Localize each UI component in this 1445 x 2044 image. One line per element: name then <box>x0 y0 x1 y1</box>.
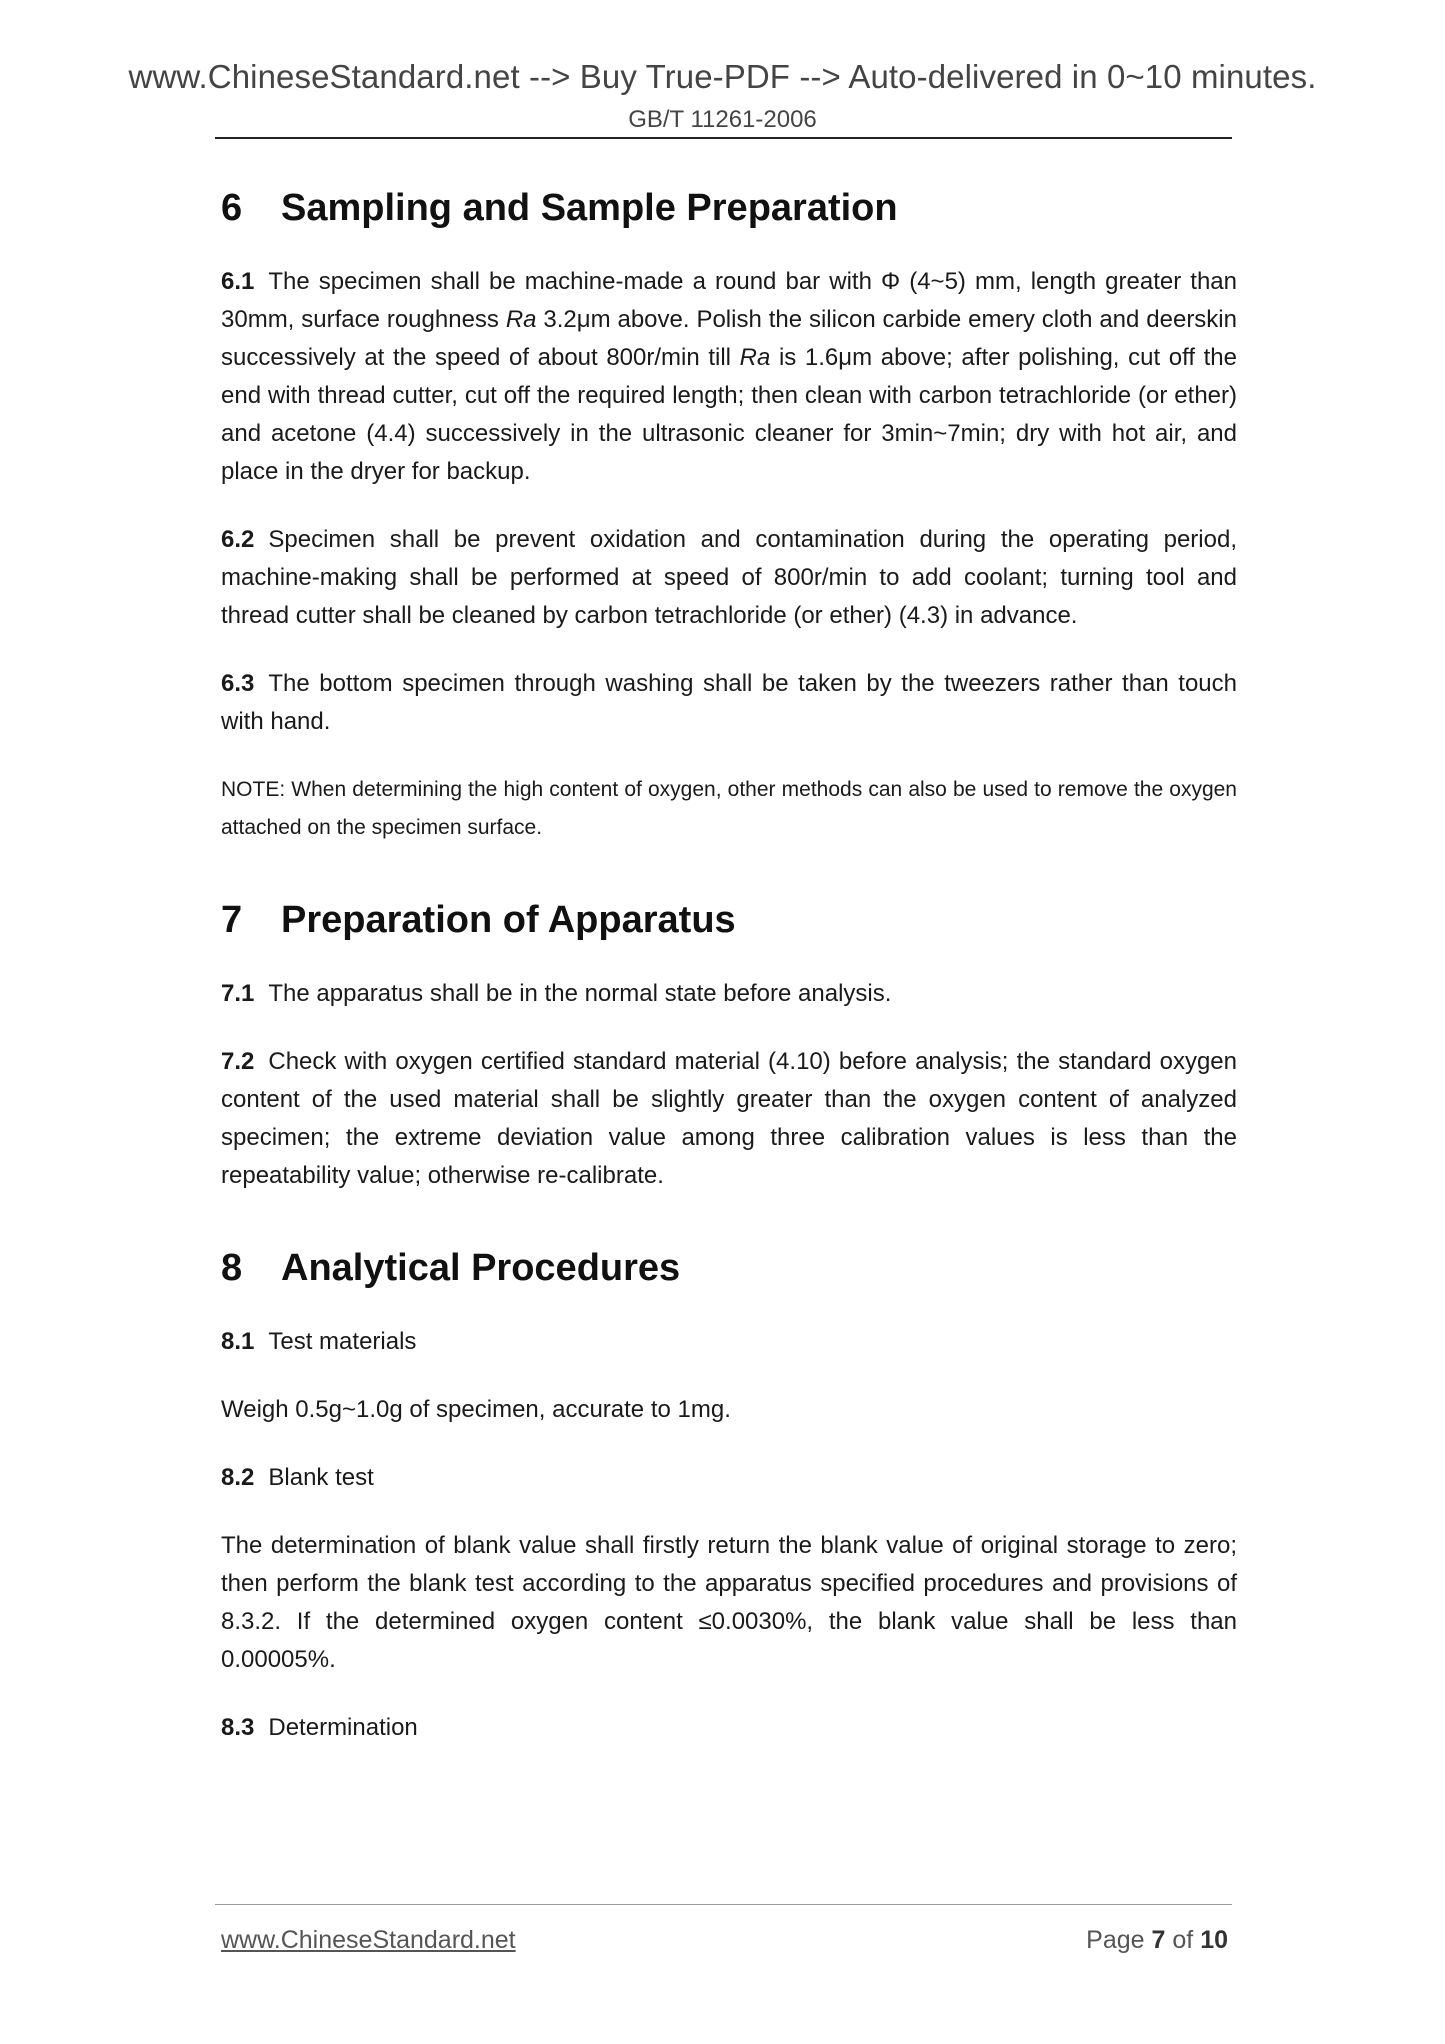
clause-number: 8.3 <box>221 1714 255 1741</box>
clause-text: The bottom specimen through washing shall be taken by the tweezers rather than touch with hand. <box>221 670 1237 735</box>
page-indicator <box>1086 1926 1228 1955</box>
clause-7-1 <box>221 975 1237 1013</box>
clause-number: 8.2 <box>221 1464 255 1491</box>
section-number: 8 <box>221 1247 243 1289</box>
note-paragraph: NOTE: When determining the high content of oxygen, other methods can also be used to remove the oxygen attached on the specimen surface. <box>221 778 1237 839</box>
clause-number: 6.3 <box>221 670 255 697</box>
section-title: Sampling and Sample Preparation <box>281 187 898 229</box>
clause-8-3 <box>221 1709 1237 1747</box>
clause-number: 6.2 <box>221 526 255 553</box>
clause-7-2 <box>221 1043 1237 1195</box>
clause-8-1 <box>221 1323 1237 1361</box>
page-prefix: Page <box>1086 1926 1145 1954</box>
section-heading-7 <box>221 895 1237 945</box>
clause-number: 8.1 <box>221 1328 255 1355</box>
clause-text: Check with oxygen certified standard material (4.10) before analysis; the standard oxygen content of the used material shall be slightly greater than the oxygen content of analyzed specimen; the extreme deviation value among three calibration values is less than the repeatability value; otherwise re-calibrate. <box>221 1048 1237 1189</box>
section-number: 6 <box>221 187 243 229</box>
clause-6-3 <box>221 665 1237 741</box>
standard-code: GB/T 11261-2006 <box>628 106 817 133</box>
clause-number: 7.1 <box>221 980 255 1007</box>
page-current: 7 <box>1151 1926 1166 1954</box>
section-heading-6 <box>221 183 1237 233</box>
section-title: Analytical Procedures <box>281 1247 681 1289</box>
clause-text: Blank test <box>268 1464 374 1491</box>
document-body <box>221 183 1237 1747</box>
clause-number: 6.1 <box>221 268 255 295</box>
page-total: 10 <box>1200 1926 1228 1954</box>
clause-text: 3.2μm above. Polish the silicon carbide emery cloth and deerskin successively at the speed of about 800r/min till <box>221 306 1237 371</box>
section-number: 7 <box>221 899 243 941</box>
clause-8-2 <box>221 1459 1237 1497</box>
roughness-symbol: Ra <box>505 306 537 333</box>
header-divider <box>215 137 1232 139</box>
clause-text: Test materials <box>268 1328 417 1355</box>
clause-text: The apparatus shall be in the normal state before analysis. <box>268 980 892 1007</box>
clause-text: is 1.6μm above; after polishing, cut off the end with thread cutter, cut off the required length; then clean with carbon tetrachloride (or ether) and acetone (4.4) successively in the ultrasonic cleaner for 3min~7min; dry with hot air, and place in the dryer for backup. <box>221 344 1237 485</box>
clause-8-2-body: The determination of blank value shall firstly return the blank value of original storage to zero; then perform the blank test according to the apparatus specified procedures and provisions of 8.3.2. If the determined oxygen content ≤0.0030%, the blank value shall be less than 0.00005%. <box>221 1532 1237 1673</box>
clause-text: Specimen shall be prevent oxidation and contamination during the operating period, machine-making shall be performed at speed of 800r/min to add coolant; turning tool and thread cutter shall be cleaned by carbon tetrachloride (or ether) (4.3) in advance. <box>221 526 1237 629</box>
page-of: of <box>1172 1926 1194 1954</box>
section-heading-8 <box>221 1243 1237 1293</box>
clause-text: Determination <box>268 1714 418 1741</box>
header-banner: www.ChineseStandard.net --> Buy True-PDF --> Auto-delivered in 0~10 minutes. <box>128 58 1317 95</box>
footer-divider <box>215 1904 1232 1905</box>
clause-text: The specimen shall be machine-made a round bar with Φ (4~5) mm, length greater than 30mm, surface roughness <box>221 268 1237 333</box>
footer-website-link[interactable]: www.ChineseStandard.net <box>221 1926 516 1954</box>
roughness-symbol: Ra <box>739 344 771 371</box>
clause-8-1-body: Weigh 0.5g~1.0g of specimen, accurate to 1mg. <box>221 1396 731 1423</box>
clause-number: 7.2 <box>221 1048 255 1075</box>
clause-6-1 <box>221 263 1237 491</box>
clause-6-2 <box>221 521 1237 635</box>
section-title: Preparation of Apparatus <box>281 899 736 941</box>
